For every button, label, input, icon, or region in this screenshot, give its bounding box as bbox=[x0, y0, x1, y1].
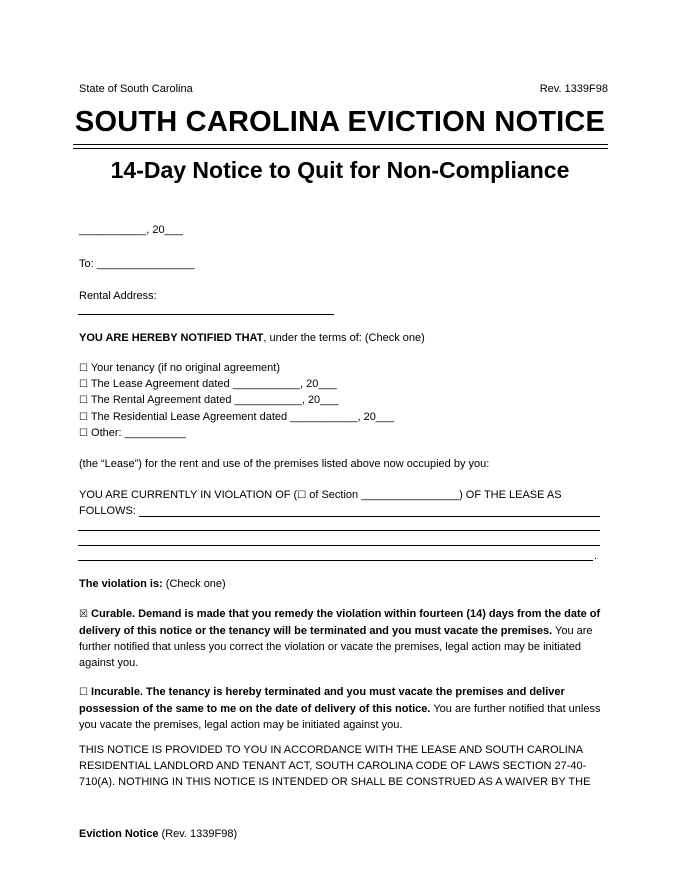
term-option-rental bbox=[79, 394, 339, 406]
incurable-rest: You are further notified that unless you vacate the premises, legal action may be initiated against you. bbox=[79, 703, 601, 731]
violation-intro-end: of Section ________________) OF THE LEASE AS bbox=[306, 489, 562, 501]
checkbox-empty-icon: ☐ bbox=[79, 412, 88, 423]
term-option-other bbox=[79, 427, 186, 439]
checkbox-empty-icon: ☐ bbox=[79, 428, 88, 439]
notified-statement bbox=[79, 332, 425, 344]
checkbox-empty-icon: ☐ bbox=[79, 687, 88, 698]
curable-option bbox=[79, 606, 604, 671]
violation-type-rest: (Check one) bbox=[162, 578, 226, 590]
footer-rest: (Rev. 1339F98) bbox=[158, 828, 238, 840]
term-option-label: The Rental Agreement dated ___________, 20___ bbox=[90, 394, 339, 406]
follows-label: FOLLOWS: bbox=[79, 505, 136, 517]
violation-blank-3 bbox=[78, 545, 600, 546]
document-subtitle: 14-Day Notice to Quit for Non-Compliance bbox=[110, 157, 570, 183]
checkbox-checked-icon: ☒ bbox=[79, 609, 88, 620]
checkbox-empty-icon: ☐ bbox=[79, 379, 88, 390]
checkbox-empty-icon: ☐ bbox=[297, 490, 307, 501]
term-option-label: Your tenancy (if no original agreement) bbox=[90, 362, 280, 374]
term-option-lease bbox=[79, 378, 337, 390]
title-rule-top bbox=[73, 144, 608, 145]
violation-type-bold: The violation is: bbox=[79, 578, 163, 590]
violation-blank-4 bbox=[78, 560, 593, 561]
incurable-option bbox=[79, 684, 604, 733]
violation-intro-start: YOU ARE CURRENTLY IN VIOLATION OF ( bbox=[79, 489, 298, 501]
violation-blank-1 bbox=[139, 516, 600, 517]
document-title: SOUTH CAROLINA EVICTION NOTICE bbox=[74, 106, 606, 138]
blank-end-period: . bbox=[594, 550, 598, 562]
curable-bold: Curable. Demand is made that you remedy the violation within fourteen (14) days from the date of delivery of this notice or the tenancy will be terminated and you must vacate the premises. bbox=[79, 608, 601, 637]
term-option-tenancy bbox=[79, 362, 280, 374]
violation-type-prompt bbox=[79, 578, 226, 590]
rental-address-blank bbox=[78, 314, 334, 315]
to-line: To: ________________ bbox=[79, 258, 195, 270]
rental-address-label: Rental Address: bbox=[79, 290, 157, 302]
date-line: ___________, 20___ bbox=[79, 224, 183, 236]
notified-rest: , under the terms of: (Check one) bbox=[263, 332, 425, 344]
notified-bold: YOU ARE HEREBY NOTIFIED THAT bbox=[79, 332, 264, 344]
violation-intro bbox=[79, 489, 562, 501]
checkbox-empty-icon: ☐ bbox=[79, 363, 88, 374]
term-option-label: The Residential Lease Agreement dated ___________, 20___ bbox=[90, 411, 395, 423]
state-label: State of South Carolina bbox=[79, 83, 193, 95]
curable-rest: You are further notified that unless you correct the violation or vacate the premises, legal action may be initiated against you. bbox=[79, 625, 593, 669]
checkbox-empty-icon: ☐ bbox=[79, 395, 88, 406]
violation-blank-2 bbox=[78, 530, 600, 531]
footer-bold: Eviction Notice bbox=[79, 828, 159, 840]
revision-label: Rev. 1339F98 bbox=[539, 83, 608, 95]
title-rule-bottom bbox=[73, 148, 608, 149]
lease-sentence: (the “Lease”) for the rent and use of the premises listed above now occupied by you: bbox=[79, 458, 490, 470]
incurable-bold: Incurable. The tenancy is hereby terminated and you must vacate the premises and deliver possession of the same to me on the date of delivery of this notice. bbox=[79, 686, 565, 715]
footer bbox=[79, 828, 237, 840]
term-option-label: Other: __________ bbox=[91, 427, 186, 439]
legal-notice: THIS NOTICE IS PROVIDED TO YOU IN ACCORDANCE WITH THE LEASE AND SOUTH CAROLINA RESIDENTIAL LANDLORD AND TENANT ACT, SOUTH CAROLINA CODE OF LAWS SECTION 27-40-710(A). NOTHING IN THIS NOTICE IS INTENDED OR SHALL BE CONSTRUED AS A WAIVER BY THE bbox=[79, 744, 591, 788]
term-option-residential bbox=[79, 411, 394, 423]
term-option-label: The Lease Agreement dated ___________, 20___ bbox=[90, 378, 337, 390]
